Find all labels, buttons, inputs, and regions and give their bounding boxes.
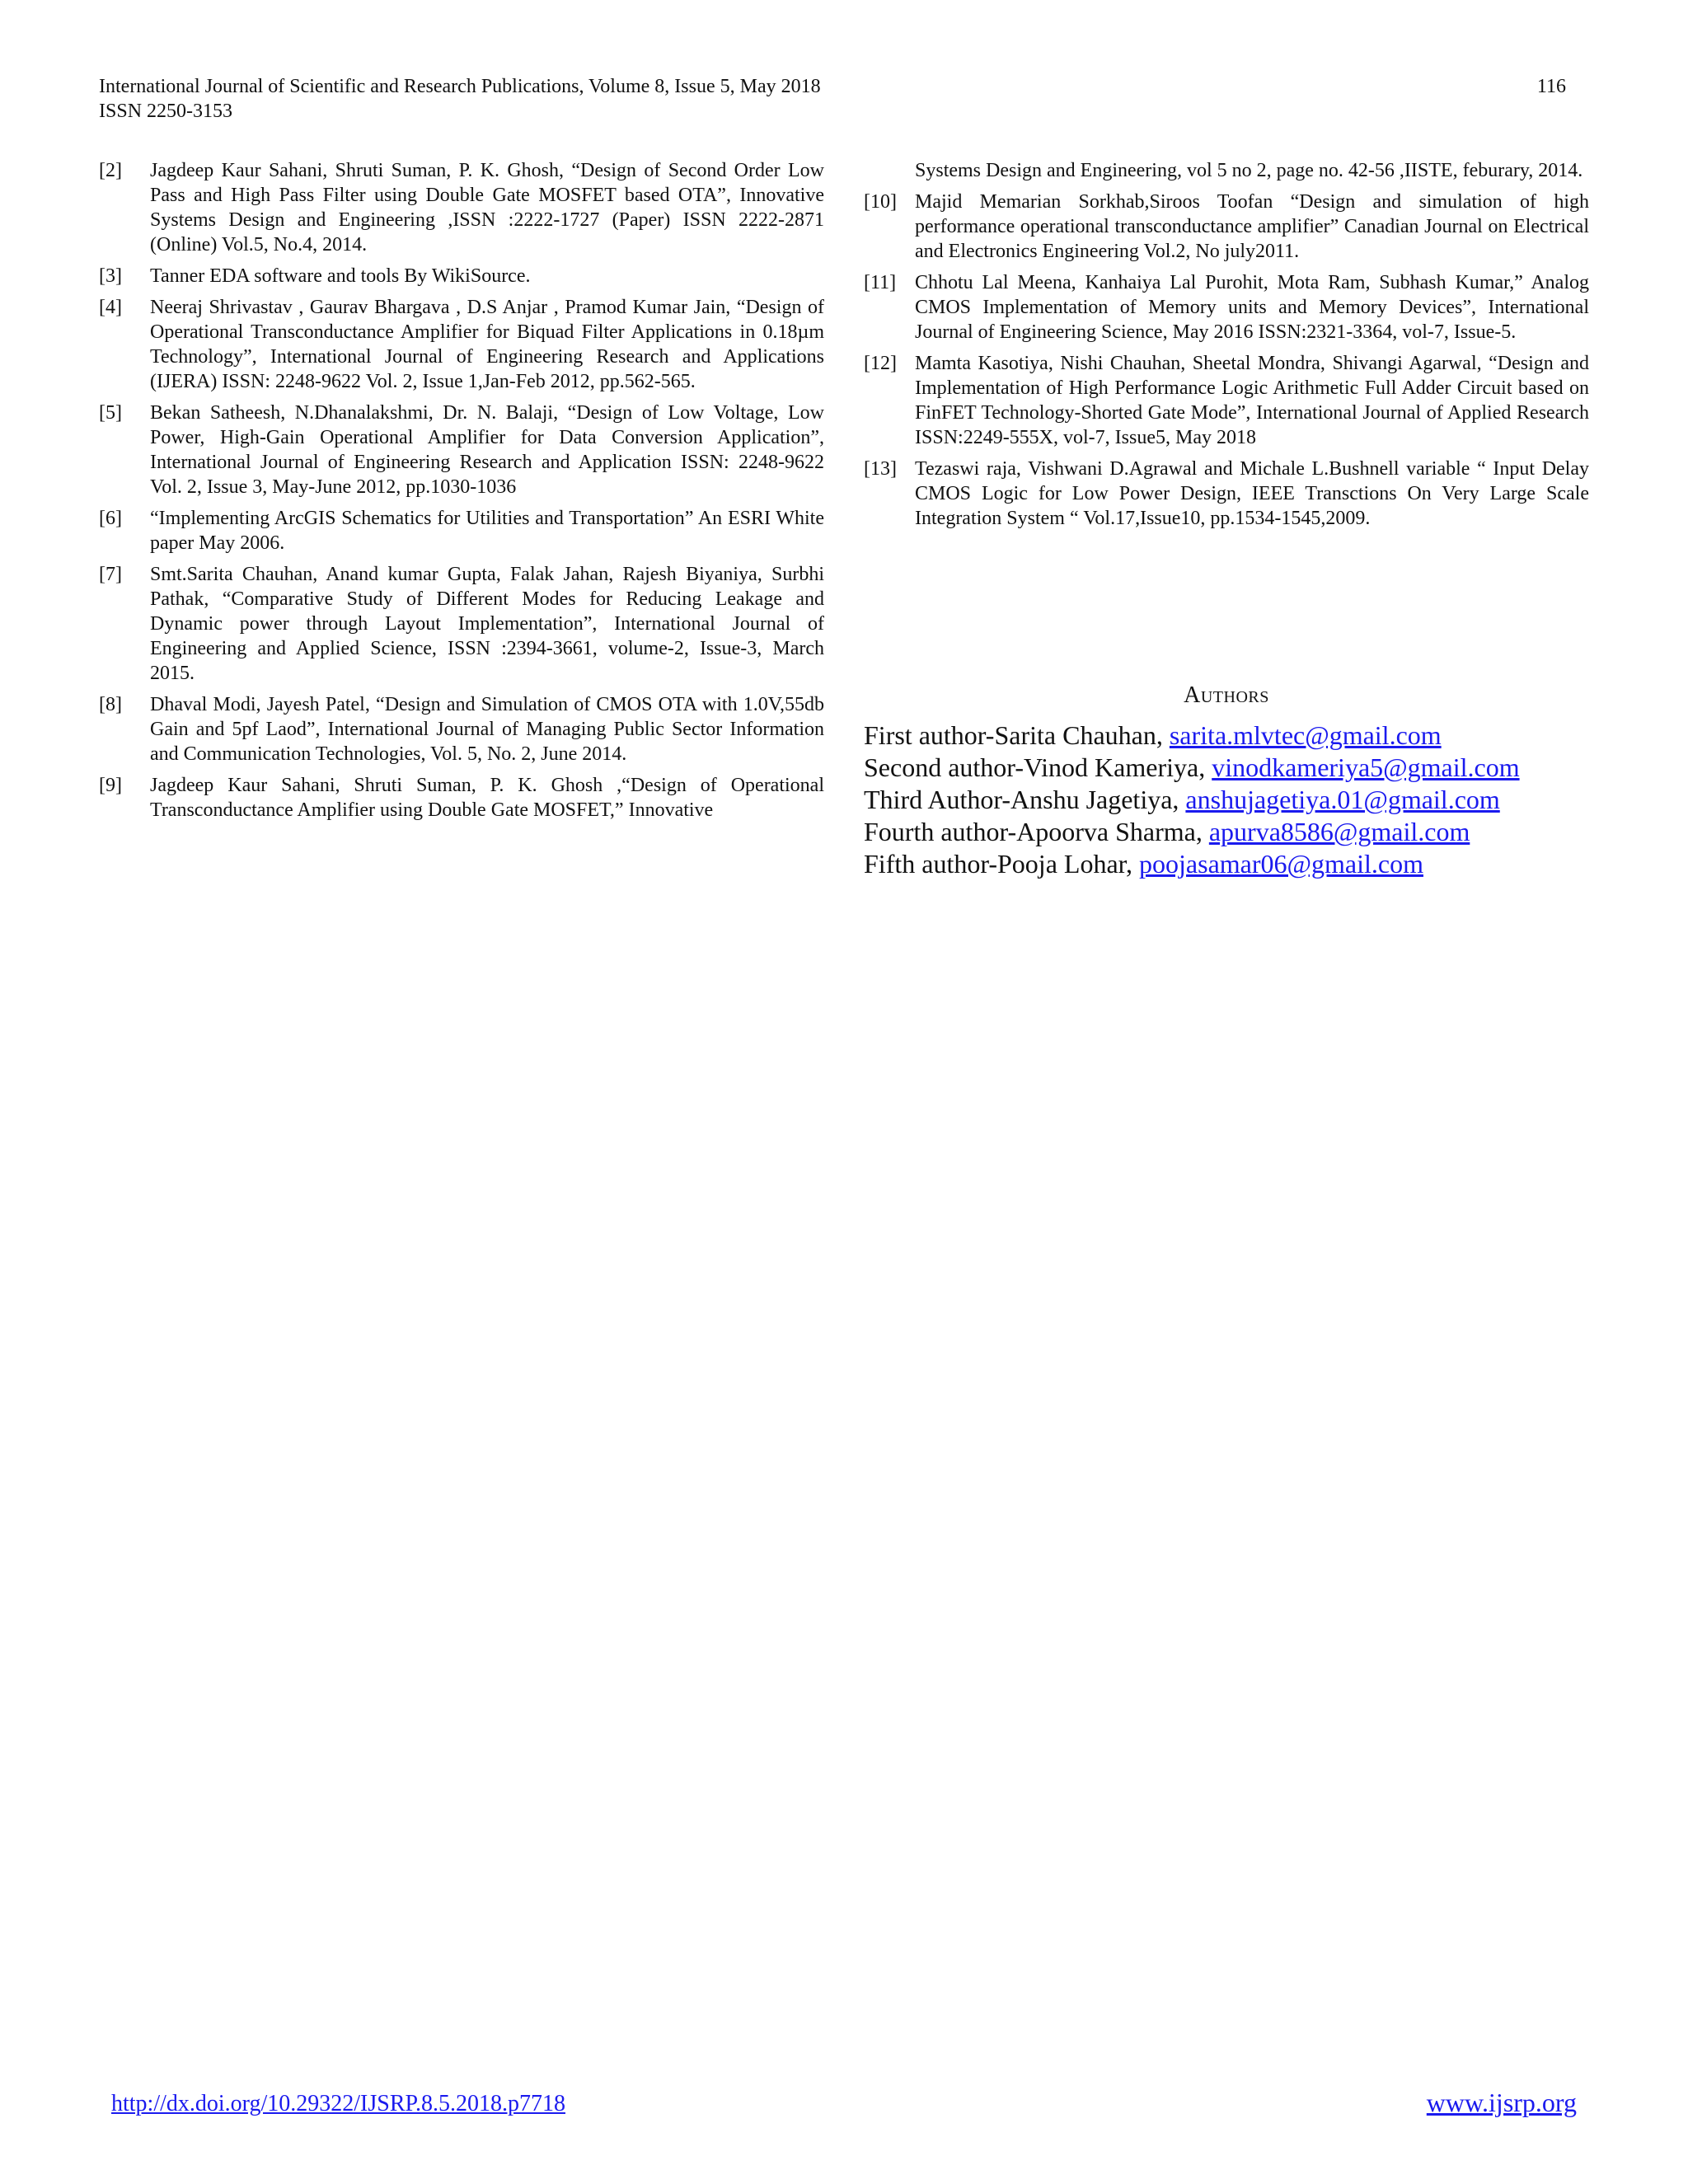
journal-title: International Journal of Scientific and Research Publications, Volume 8, Issue 5, May 2018 <box>99 76 821 97</box>
author-email-link[interactable]: anshujagetiya.01@gmail.com <box>1185 785 1500 814</box>
reference-item <box>99 773 824 823</box>
issn-line: ISSN 2250-3153 <box>99 101 233 122</box>
author-email-link[interactable]: poojasamar06@gmail.com <box>1139 849 1423 879</box>
author-label: First author-Sarita Chauhan, <box>864 720 1170 750</box>
reference-number: [3] <box>99 265 122 287</box>
page-number: 116 <box>1536 76 1566 97</box>
reference-number: [9] <box>99 775 122 796</box>
reference-number: [8] <box>99 694 122 715</box>
author-email-link[interactable]: vinodkameriya5@gmail.com <box>1212 752 1520 782</box>
reference-item <box>99 158 824 257</box>
reference-text: Neeraj Shrivastav , Gaurav Bhargava , D.S Anjar , Pramod Kumar Jain, “Design of Operational Transconductance Amplifier for Biquad Filter Applications in 0.18µm Technology”, International Journal of Engineering Research and Applications (IJERA) ISSN: 2248-9622 Vol. 2, Issue 1,Jan-Feb 2012, pp.562-565. <box>150 297 824 392</box>
reference-continuation: Systems Design and Engineering, vol 5 no 2, page no. 42-56 ,IISTE, feburary, 2014. <box>915 160 1583 181</box>
reference-item <box>864 270 1589 344</box>
page-header <box>99 74 1566 124</box>
author-line <box>864 752 1589 784</box>
journal-website-link[interactable]: www.ijsrp.org <box>1426 2088 1577 2117</box>
author-email-link[interactable]: sarita.mlvtec@gmail.com <box>1169 720 1442 750</box>
author-line <box>864 816 1589 848</box>
reference-number: [13] <box>864 458 897 480</box>
doi-link[interactable]: http://dx.doi.org/10.29322/IJSRP.8.5.2018.p7718 <box>111 2091 565 2116</box>
reference-item <box>864 351 1589 450</box>
reference-text: “Implementing ArcGIS Schematics for Utilities and Transportation” An ESRI White paper May 2006. <box>150 508 824 554</box>
reference-number: [4] <box>99 297 122 318</box>
reference-item <box>99 692 824 766</box>
reference-item <box>864 457 1589 531</box>
authors-heading: Authors <box>1184 682 1269 708</box>
reference-number: [2] <box>99 160 122 181</box>
reference-number: [5] <box>99 402 122 424</box>
reference-text: Tezaswi raja, Vishwani D.Agrawal and Michale L.Bushnell variable “ Input Delay CMOS Logic for Low Power Design, IEEE Transctions On Very Large Scale Integration System “ Vol.17,Issue10, pp.1534-1545,2009. <box>915 458 1589 529</box>
reference-number: [6] <box>99 508 122 529</box>
reference-number: [12] <box>864 353 897 374</box>
references-left-column <box>99 158 824 829</box>
reference-item <box>99 506 824 555</box>
reference-text: Jagdeep Kaur Sahani, Shruti Suman, P. K. Ghosh ,“Design of Operational Transconductance Amplifier using Double Gate MOSFET,” Innovative <box>150 775 824 821</box>
author-line <box>864 719 1589 752</box>
reference-text: Dhaval Modi, Jayesh Patel, “Design and Simulation of CMOS OTA with 1.0V,55db Gain and 5pf Laod”, International Journal of Managing Public Sector Information and Communication Technologies, Vol. 5, No. 2, June 2014. <box>150 694 824 765</box>
reference-text: Jagdeep Kaur Sahani, Shruti Suman, P. K. Ghosh, “Design of Second Order Low Pass and High Pass Filter using Double Gate MOSFET based OTA”, Innovative Systems Design and Engineering ,ISSN :2222-1727 (Paper) ISSN 2222-2871 (Online) Vol.5, No.4, 2014. <box>150 160 824 255</box>
reference-text: Smt.Sarita Chauhan, Anand kumar Gupta, Falak Jahan, Rajesh Biyaniya, Surbhi Pathak, “Comparative Study of Different Modes for Reducing Leakage and Dynamic power through Layout Implementation”, International Journal of Engineering and Applied Science, ISSN :2394-3661, volume-2, Issue-3, March 2015. <box>150 564 824 684</box>
reference-number: [7] <box>99 564 122 585</box>
references-right-column <box>864 158 1589 537</box>
author-label: Fourth author-Apoorva Sharma, <box>864 817 1209 846</box>
reference-item <box>99 295 824 394</box>
author-label: Third Author-Anshu Jagetiya, <box>864 785 1186 814</box>
reference-item <box>864 190 1589 264</box>
reference-text: Tanner EDA software and tools By WikiSource. <box>150 265 531 287</box>
reference-text: Bekan Satheesh, N.Dhanalakshmi, Dr. N. Balaji, “Design of Low Voltage, Low Power, High-Gain Operational Amplifier for Data Conversion Application”, International Journal of Engineering Research and Application ISSN: 2248-9622 Vol. 2, Issue 3, May-June 2012, pp.1030-1036 <box>150 402 824 498</box>
reference-text: Chhotu Lal Meena, Kanhaiya Lal Purohit, Mota Ram, Subhash Kumar,” Analog CMOS Implementation of Memory units and Memory Devices”, International Journal of Engineering Science, May 2016 ISSN:2321-3364, vol-7, Issue-5. <box>915 272 1589 343</box>
author-line <box>864 784 1589 816</box>
reference-number: [11] <box>864 272 897 293</box>
authors-list <box>864 719 1589 880</box>
author-label: Second author-Vinod Kameriya, <box>864 752 1212 782</box>
author-label: Fifth author-Pooja Lohar, <box>864 849 1140 879</box>
reference-text: Majid Memarian Sorkhab,Siroos Toofan “Design and simulation of high performance operational transconductance amplifier” Canadian Journal on Electrical and Electronics Engineering Vol.2, No july2011. <box>915 191 1589 262</box>
reference-item <box>99 401 824 499</box>
reference-number: [10] <box>864 191 897 213</box>
reference-item <box>99 264 824 288</box>
reference-item <box>99 562 824 686</box>
author-email-link[interactable]: apurva8586@gmail.com <box>1208 817 1470 846</box>
reference-text: Mamta Kasotiya, Nishi Chauhan, Sheetal Mondra, Shivangi Agarwal, “Design and Implementation of High Performance Logic Arithmetic Full Adder Circuit based on FinFET Technology-Shorted Gate Mode”, International Journal of Applied Research ISSN:2249-555X, vol-7, Issue5, May 2018 <box>915 353 1589 448</box>
author-line <box>864 848 1589 880</box>
